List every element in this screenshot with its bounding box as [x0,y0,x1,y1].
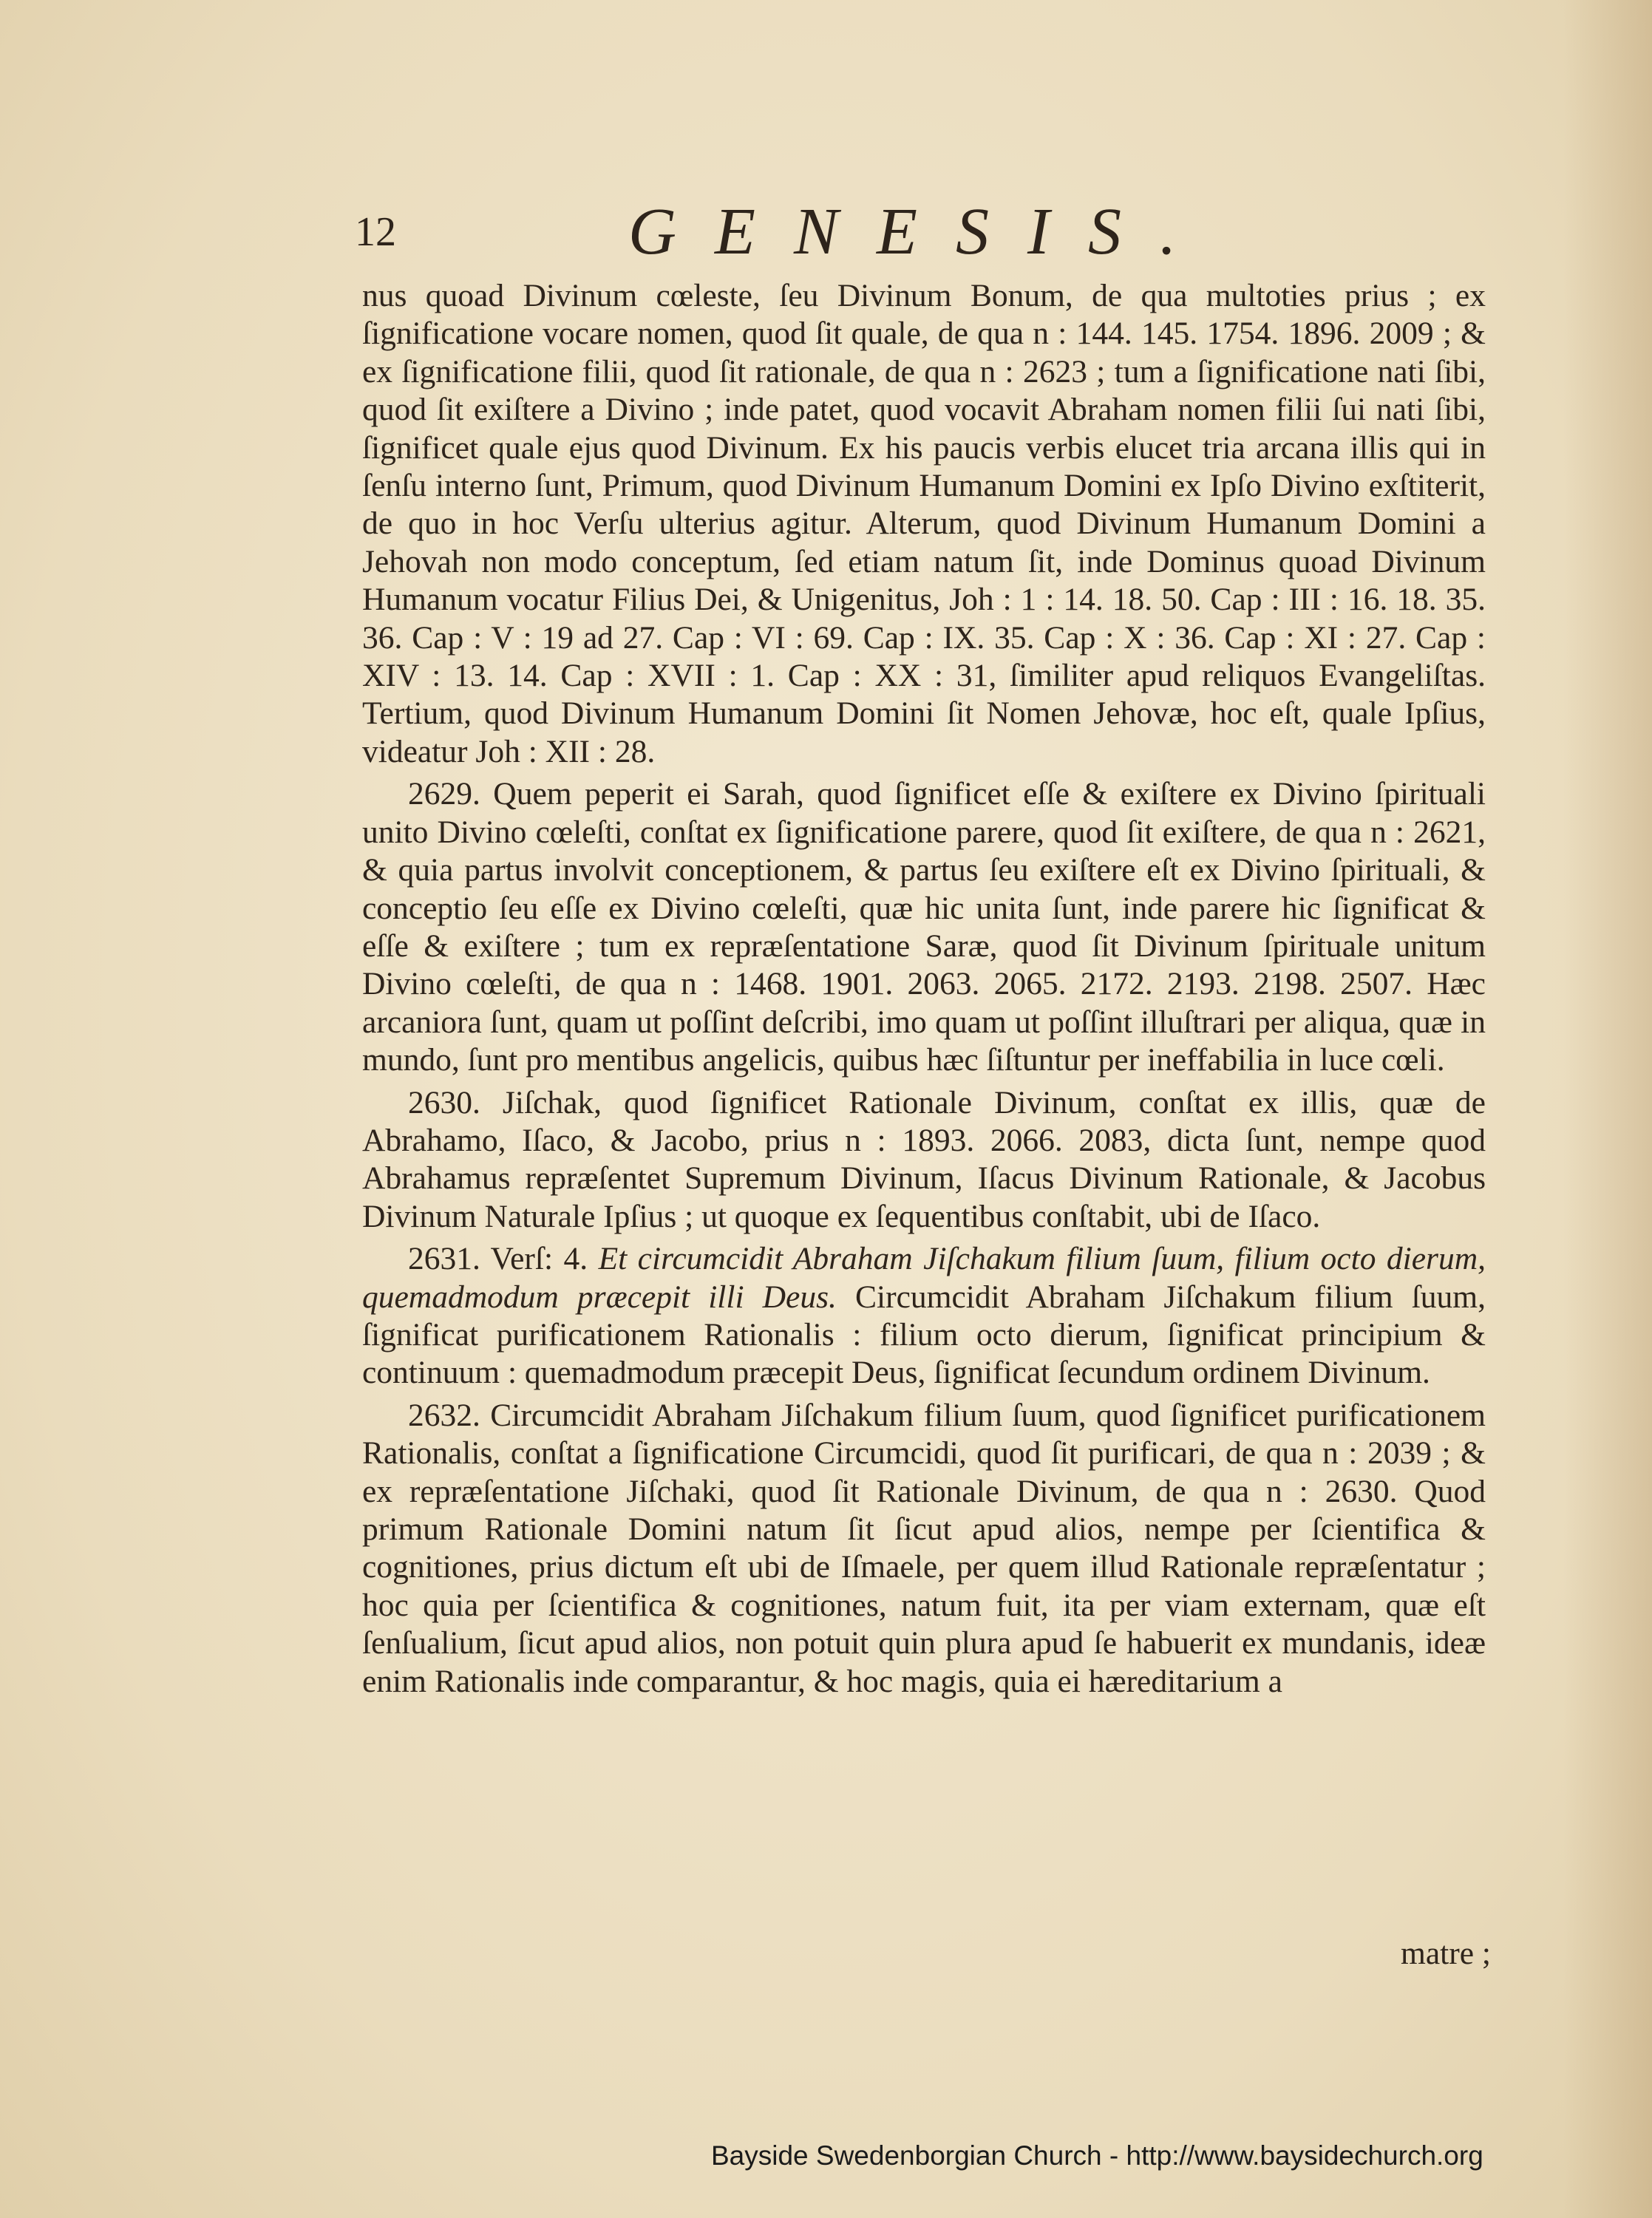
page-edge-shadow [1563,0,1652,2218]
catchword: matre ; [1401,1936,1491,1971]
body-text [362,277,1486,1701]
running-title: GENESIS. [628,195,1215,268]
paragraph-2632: 2632. Circumcidit Abraham Jiſchakum filium ſuum, quod ſignificet purificationem Rationalis, conſtat a ſignificatione Circumcidi, quod ſit purificari, de qua n : 2039 ; & ex repræſentatione Jiſchaki, quod ſit Rationale Divinum, de qua n : 2630. Quod primum Rationale Domini natum ſit ſicut apud alios, nempe per ſcientifica & cognitiones, prius dictum eſt ubi de Iſmaele, per quem illud Rationale repræſentatur ; hoc quia per ſcientifica & cognitiones, natum fuit, ita per viam externam, quæ eſt ſenſualium, ſicut apud alios, non potuit quin plura apud ſe habuerit ex mundanis, ideæ enim Rationalis inde comparantur, & hoc magis, quia ei hæreditarium a [362,1397,1486,1699]
verse-explanation: Circumcidit Abraham Jiſchakum filium ſuum, ſignificat purificationem Rationalis : filium octo dierum, ſignificat principium & continuum : quemadmodum præcepit Deus, ſignificat ſecundum ordinem Divinum. [362,1279,1486,1391]
verse-lead: 2631. Verſ: 4. [408,1241,599,1277]
page-number: 12 [355,209,396,255]
paragraph-2629: 2629. Quem peperit ei Sarah, quod ſignificet eſſe & exiſtere ex Divino ſpirituali unito Divino cœleſti, conſtat ex ſignificatione parere, quod ſit exiſtere, de qua n : 2621, & quia partus involvit conceptionem, & partus ſeu exiſtere eſt ex Divino ſpirituali, & conceptio ſeu eſſe ex Divino cœleſti, quæ hic unita ſunt, inde parere hic ſignificat & eſſe & exiſtere ; tum ex repræſentatione Saræ, quod ſit Divinum ſpirituale unitum Divino cœleſti, de qua n : 1468. 1901. 2063. 2065. 2172. 2193. 2198. 2507. Hæc arcaniora ſunt, quam ut poſſint deſcribi, imo quam ut poſſint illuſtrari per aliqua, quæ in mundo, ſunt pro mentibus angelicis, quibus hæc ſiſtuntur per ineffabilia in luce cœli. [362,776,1486,1078]
paragraph-continuation: nus quoad Divinum cœleste, ſeu Divinum Bonum, de qua multoties prius ; ex ſignificatione vocare nomen, quod ſit quale, de qua n : 144. 145. 1754. 1896. 2009 ; & ex ſignificatione filii, quod ſit rationale, de qua n : 2623 ; tum a ſignificatione nati ſibi, quod ſit exiſtere a Divino ; inde patet, quod vocavit Abraham nomen filii ſui nati ſibi, ſignificet quale ejus quod Divinum. Ex his paucis verbis elucet tria arcana illis qui in ſenſu interno ſunt, Primum, quod Divinum Humanum Domini ex Ipſo Divino exſtiterit, de quo in hoc Verſu ulterius agitur. Alterum, quod Divinum Humanum Domini a Jehovah non modo conceptum, ſed etiam natum ſit, inde Dominus quoad Divinum Humanum vocatur Filius Dei, & Unigenitus, Joh : 1 : 14. 18. 50. Cap : III : 16. 18. 35. 36. Cap : V : 19 ad 27. Cap : VI : 69. Cap : IX. 35. Cap : X : 36. Cap : XI : 27. Cap : XIV : 13. 14. Cap : XVII : 1. Cap : XX : 31, ſimiliter apud reliquos Evangeliſtas. Tertium, quod Divinum Humanum Domini ſit Nomen Jehovæ, hoc eſt, quale Ipſius, videatur Joh : XII : 28. [362,278,1486,769]
page-header [355,194,1493,275]
paragraph-2630: 2630. Jiſchak, quod ſignificet Rationale Divinum, conſtat ex illis, quæ de Abrahamo, Iſaco, & Jacobo, prius n : 1893. 2066. 2083, dicta ſunt, nempe quod Abrahamus repræſentet Supremum Divinum, Iſacus Divinum Rationale, & Jacobus Divinum Naturale Ipſius ; ut quoque ex ſequentibus conſtabit, ubi de Iſaco. [362,1084,1486,1234]
verse-quotation: Et circumcidit Abraham Jiſchakum filium ſuum, filium octo dierum, quemadmodum præcepit illi Deus. [362,1241,1486,1315]
paragraph-2631 [362,1240,1486,1392]
watermark-credit: Bayside Swedenborgian Church - http://www.baysidechurch.org [711,2140,1483,2171]
